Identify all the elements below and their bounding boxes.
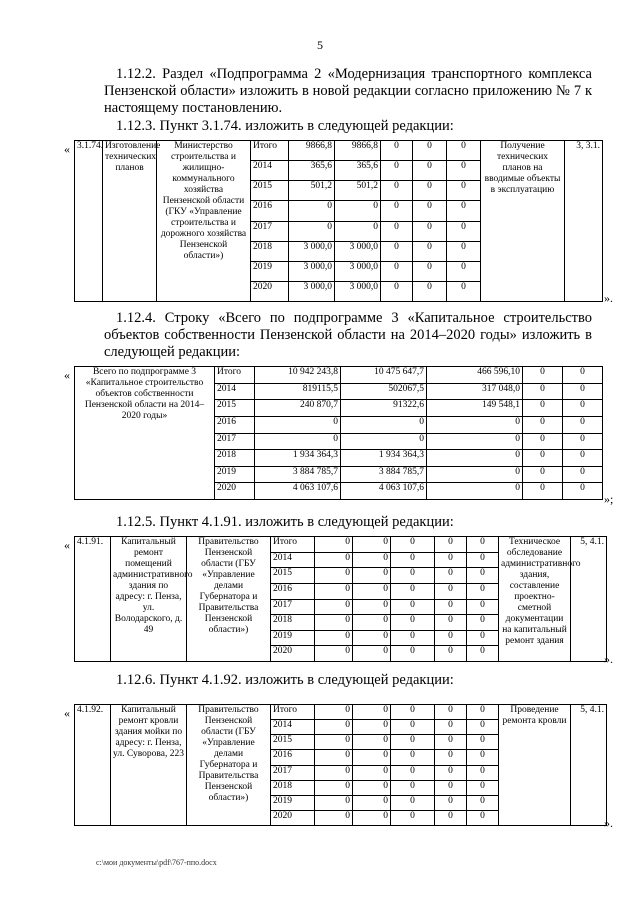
value-cell: 0	[467, 705, 499, 720]
value-cell: 365,6	[289, 161, 335, 181]
year-cell: 2018	[271, 780, 315, 795]
value-cell: 0	[523, 383, 563, 400]
value-cell: 3 884 785,7	[341, 466, 427, 483]
value-cell: 0	[255, 416, 341, 433]
value-cell: 0	[467, 552, 499, 568]
value-cell: 0	[447, 221, 481, 241]
value-cell: 0	[413, 161, 447, 181]
value-cell: 0	[353, 599, 391, 615]
value-cell: 0	[391, 705, 435, 720]
value-cell: 0	[315, 765, 353, 780]
value-cell: 91322,6	[341, 400, 427, 417]
value-cell: 0	[427, 450, 523, 467]
value-cell: 0	[341, 433, 427, 450]
value-cell: 0	[353, 537, 391, 553]
value-cell: 0	[315, 630, 353, 646]
quote-open: «	[64, 706, 70, 720]
value-cell: 501,2	[335, 181, 381, 201]
value-cell: 501,2	[289, 181, 335, 201]
value-cell: 0	[435, 735, 467, 750]
value-cell: 0	[391, 795, 435, 810]
value-cell: 0	[353, 552, 391, 568]
value-cell: 0	[467, 780, 499, 795]
value-cell: 0	[391, 810, 435, 825]
value-cell: 0	[563, 450, 603, 467]
value-cell: 0	[467, 735, 499, 750]
paragraph-1-12-2: 1.12.2. Раздел «Подпрограмма 2 «Модернизация транспортного комплекса Пензенской области» изложить в новой редакции согласно приложению № 7 к настоящему постановлению.	[104, 66, 592, 116]
value-cell: 0	[391, 599, 435, 615]
value-cell: 0	[435, 615, 467, 631]
year-cell: Итого	[271, 705, 315, 720]
value-cell: 0	[289, 221, 335, 241]
value-cell: 0	[391, 780, 435, 795]
value-cell: 0	[435, 780, 467, 795]
value-cell: 0	[391, 750, 435, 765]
value-cell: 0	[467, 537, 499, 553]
value-cell: 0	[523, 400, 563, 417]
value-cell: 0	[435, 750, 467, 765]
expected-result: Техническое обследование административного здания, составление проектно-сметной документации на капитальный ремонт здания	[499, 537, 571, 662]
year-cell: 2016	[215, 416, 255, 433]
value-cell: 0	[413, 141, 447, 161]
value-cell: 0	[467, 765, 499, 780]
quote-open: «	[64, 142, 70, 156]
year-cell: 2017	[251, 221, 289, 241]
paragraph-1-12-3: 1.12.3. Пункт 3.1.74. изложить в следующей редакции:	[116, 118, 454, 134]
table-row	[75, 705, 607, 720]
quote-close: ».	[604, 652, 613, 666]
value-cell: 0	[315, 780, 353, 795]
year-cell: 2014	[271, 720, 315, 735]
year-cell: 2017	[271, 765, 315, 780]
table-body	[75, 367, 603, 500]
value-cell: 0	[353, 720, 391, 735]
value-cell: 0	[315, 750, 353, 765]
year-cell: 2014	[251, 161, 289, 181]
value-cell: 0	[353, 630, 391, 646]
value-cell: 0	[391, 615, 435, 631]
paragraph-1-12-6: 1.12.6. Пункт 4.1.92. изложить в следующей редакции:	[116, 672, 454, 688]
value-cell: 0	[467, 795, 499, 810]
value-cell: 0	[467, 583, 499, 599]
value-cell: 3 000,0	[289, 261, 335, 281]
quote-close: ».	[604, 816, 613, 830]
value-cell: 0	[255, 433, 341, 450]
year-cell: 2017	[271, 599, 315, 615]
value-cell: 0	[435, 599, 467, 615]
value-cell: 0	[353, 735, 391, 750]
indicator-ref: 5, 4.1.	[571, 705, 607, 826]
value-cell: 0	[523, 466, 563, 483]
value-cell: 0	[467, 568, 499, 584]
expected-result: Проведение ремонта кровли	[499, 705, 571, 826]
value-cell: 0	[447, 201, 481, 221]
value-cell: 0	[381, 221, 413, 241]
value-cell: 0	[391, 765, 435, 780]
item-name: Капитальный ремонт кровли здания мойки по адресу: г. Пенза, ул. Суворова, 223	[111, 705, 187, 826]
value-cell: 0	[353, 705, 391, 720]
value-cell: 0	[353, 568, 391, 584]
value-cell: 0	[391, 583, 435, 599]
value-cell: 0	[435, 552, 467, 568]
value-cell: 3 000,0	[335, 241, 381, 261]
year-cell: 2020	[271, 646, 315, 662]
year-cell: 2019	[271, 795, 315, 810]
table-total-subprogram-3	[74, 366, 603, 500]
value-cell: 0	[435, 646, 467, 662]
value-cell: 0	[435, 537, 467, 553]
value-cell: 3 000,0	[335, 281, 381, 301]
value-cell: 0	[315, 599, 353, 615]
indicator-ref: 5, 4.1.	[571, 537, 607, 662]
value-cell: 0	[381, 201, 413, 221]
value-cell: 0	[391, 720, 435, 735]
value-cell: 0	[435, 705, 467, 720]
year-cell: 2015	[271, 735, 315, 750]
value-cell: 0	[413, 241, 447, 261]
year-cell: 2016	[251, 201, 289, 221]
value-cell: 0	[523, 450, 563, 467]
year-cell: Итого	[271, 537, 315, 553]
quote-open: «	[64, 538, 70, 552]
value-cell: 0	[315, 795, 353, 810]
value-cell: 240 870,7	[255, 400, 341, 417]
value-cell: 0	[435, 795, 467, 810]
value-cell: 0	[435, 765, 467, 780]
value-cell: 0	[391, 568, 435, 584]
value-cell: 4 063 107,6	[255, 483, 341, 500]
expected-result: Получение технических планов на вводимые объекты в эксплуатацию	[481, 141, 565, 302]
item-number: 4.1.91.	[75, 537, 111, 662]
value-cell: 0	[335, 221, 381, 241]
value-cell: 0	[391, 735, 435, 750]
value-cell: 10 475 647,7	[341, 367, 427, 384]
table-row	[75, 141, 603, 161]
year-cell: 2015	[271, 568, 315, 584]
year-cell: 2014	[215, 383, 255, 400]
year-cell: 2018	[215, 450, 255, 467]
table-4-1-91	[74, 536, 607, 662]
value-cell: 0	[341, 416, 427, 433]
value-cell: 0	[563, 483, 603, 500]
value-cell: 1 934 364,3	[341, 450, 427, 467]
value-cell: 0	[381, 281, 413, 301]
value-cell: 365,6	[335, 161, 381, 181]
value-cell: 0	[523, 433, 563, 450]
year-cell: 2019	[271, 630, 315, 646]
value-cell: 0	[467, 750, 499, 765]
value-cell: 0	[315, 646, 353, 662]
value-cell: 0	[563, 433, 603, 450]
year-cell: 2020	[251, 281, 289, 301]
quote-close: »;	[604, 492, 614, 506]
value-cell: 0	[447, 281, 481, 301]
value-cell: 0	[381, 241, 413, 261]
item-name: Капитальный ремонт помещений административного здания по адресу: г. Пенза, ул. Володарского, д. 49	[111, 537, 187, 662]
value-cell: 9866,8	[289, 141, 335, 161]
item-name: Изготовление технических планов	[103, 141, 157, 302]
value-cell: 0	[413, 281, 447, 301]
value-cell: 3 000,0	[289, 241, 335, 261]
year-cell: 2014	[271, 552, 315, 568]
value-cell: 0	[447, 161, 481, 181]
indicator-ref: 3, 3.1.	[565, 141, 603, 302]
value-cell: 0	[391, 537, 435, 553]
year-cell: 2015	[251, 181, 289, 201]
value-cell: 0	[391, 646, 435, 662]
value-cell: 0	[413, 221, 447, 241]
value-cell: 0	[315, 720, 353, 735]
value-cell: 0	[427, 416, 523, 433]
value-cell: 4 063 107,6	[341, 483, 427, 500]
value-cell: 0	[315, 537, 353, 553]
value-cell: 0	[353, 780, 391, 795]
value-cell: 0	[315, 810, 353, 825]
year-cell: 2018	[251, 241, 289, 261]
executor: Правительство Пензенской области (ГБУ «Управление делами Губернатора и Правительства Пензенской области»)	[187, 705, 271, 826]
year-cell: Итого	[251, 141, 289, 161]
year-cell: 2016	[271, 750, 315, 765]
value-cell: 0	[523, 416, 563, 433]
value-cell: 0	[447, 241, 481, 261]
value-cell: 0	[353, 750, 391, 765]
value-cell: 3 884 785,7	[255, 466, 341, 483]
value-cell: 0	[435, 630, 467, 646]
value-cell: 0	[447, 261, 481, 281]
quote-close: ».	[604, 291, 613, 305]
year-cell: 2018	[271, 615, 315, 631]
value-cell: 0	[435, 568, 467, 584]
value-cell: 9866,8	[335, 141, 381, 161]
value-cell: 0	[467, 810, 499, 825]
value-cell: 0	[435, 583, 467, 599]
item-number: 4.1.92.	[75, 705, 111, 826]
value-cell: 0	[413, 181, 447, 201]
value-cell: 0	[447, 141, 481, 161]
table-body	[75, 141, 603, 302]
value-cell: 3 000,0	[289, 281, 335, 301]
paragraph-1-12-5: 1.12.5. Пункт 4.1.91. изложить в следующей редакции:	[116, 514, 454, 530]
table-row	[75, 537, 607, 553]
value-cell: 0	[353, 583, 391, 599]
value-cell: 0	[427, 433, 523, 450]
year-cell: 2016	[271, 583, 315, 599]
value-cell: 0	[563, 466, 603, 483]
page-number: 5	[317, 38, 323, 52]
paragraph-1-12-4: 1.12.4. Строку «Всего по подпрограмме 3 «Капитальное строительство объектов собственности Пензенской области на 2014–2020 годы» изложить в следующей редакции:	[104, 310, 592, 360]
value-cell: 0	[289, 201, 335, 221]
value-cell: 819115,5	[255, 383, 341, 400]
year-cell: 2019	[215, 466, 255, 483]
value-cell: 0	[413, 261, 447, 281]
value-cell: 0	[353, 765, 391, 780]
value-cell: 0	[381, 141, 413, 161]
year-cell: Итого	[215, 367, 255, 384]
year-cell: 2015	[215, 400, 255, 417]
value-cell: 0	[315, 583, 353, 599]
value-cell: 0	[467, 646, 499, 662]
value-cell: 317 048,0	[427, 383, 523, 400]
executor: Министерство строительства и жилищно-коммунального хозяйства Пензенской области (ГКУ «Управление строительства и дорожного хозяйства Пензенской области»)	[157, 141, 251, 302]
value-cell: 0	[381, 261, 413, 281]
value-cell: 0	[391, 630, 435, 646]
value-cell: 0	[381, 181, 413, 201]
value-cell: 0	[315, 568, 353, 584]
value-cell: 3 000,0	[335, 261, 381, 281]
value-cell: 0	[467, 615, 499, 631]
value-cell: 0	[523, 367, 563, 384]
value-cell: 466 596,10	[427, 367, 523, 384]
value-cell: 0	[353, 810, 391, 825]
value-cell: 0	[315, 552, 353, 568]
value-cell: 0	[563, 416, 603, 433]
value-cell: 0	[315, 615, 353, 631]
value-cell: 502067,5	[341, 383, 427, 400]
value-cell: 0	[563, 367, 603, 384]
table-3-1-74	[74, 140, 603, 302]
year-cell: 2019	[251, 261, 289, 281]
footer-file-path: c:\мои документы\pdf\767-ппо.docx	[96, 858, 217, 867]
value-cell: 0	[467, 599, 499, 615]
year-cell: 2020	[271, 810, 315, 825]
value-cell: 0	[315, 705, 353, 720]
value-cell: 0	[353, 795, 391, 810]
value-cell: 0	[413, 201, 447, 221]
table-row	[75, 367, 603, 384]
value-cell: 149 548,1	[427, 400, 523, 417]
value-cell: 0	[435, 720, 467, 735]
value-cell: 0	[335, 201, 381, 221]
item-number: 3.1.74.	[75, 141, 103, 302]
value-cell: 0	[467, 720, 499, 735]
value-cell: 1 934 364,3	[255, 450, 341, 467]
executor: Правительство Пензенской области (ГБУ «Управление делами Губернатора и Правительства Пензенской области»)	[187, 537, 271, 662]
total-title: Всего по подпрограмме 3 «Капитальное строительство объектов собственности Пензенской области на 2014–2020 годы»	[75, 367, 215, 500]
table-body	[75, 705, 607, 826]
quote-open: «	[64, 368, 70, 382]
value-cell: 0	[391, 552, 435, 568]
year-cell: 2020	[215, 483, 255, 500]
value-cell: 0	[563, 400, 603, 417]
value-cell: 0	[435, 810, 467, 825]
year-cell: 2017	[215, 433, 255, 450]
value-cell: 0	[353, 615, 391, 631]
value-cell: 0	[353, 646, 391, 662]
value-cell: 0	[563, 383, 603, 400]
value-cell: 0	[381, 161, 413, 181]
value-cell: 0	[447, 181, 481, 201]
value-cell: 0	[427, 483, 523, 500]
table-body	[75, 537, 607, 662]
value-cell: 10 942 243,8	[255, 367, 341, 384]
value-cell: 0	[427, 466, 523, 483]
value-cell: 0	[315, 735, 353, 750]
value-cell: 0	[523, 483, 563, 500]
value-cell: 0	[467, 630, 499, 646]
table-4-1-92	[74, 704, 607, 826]
